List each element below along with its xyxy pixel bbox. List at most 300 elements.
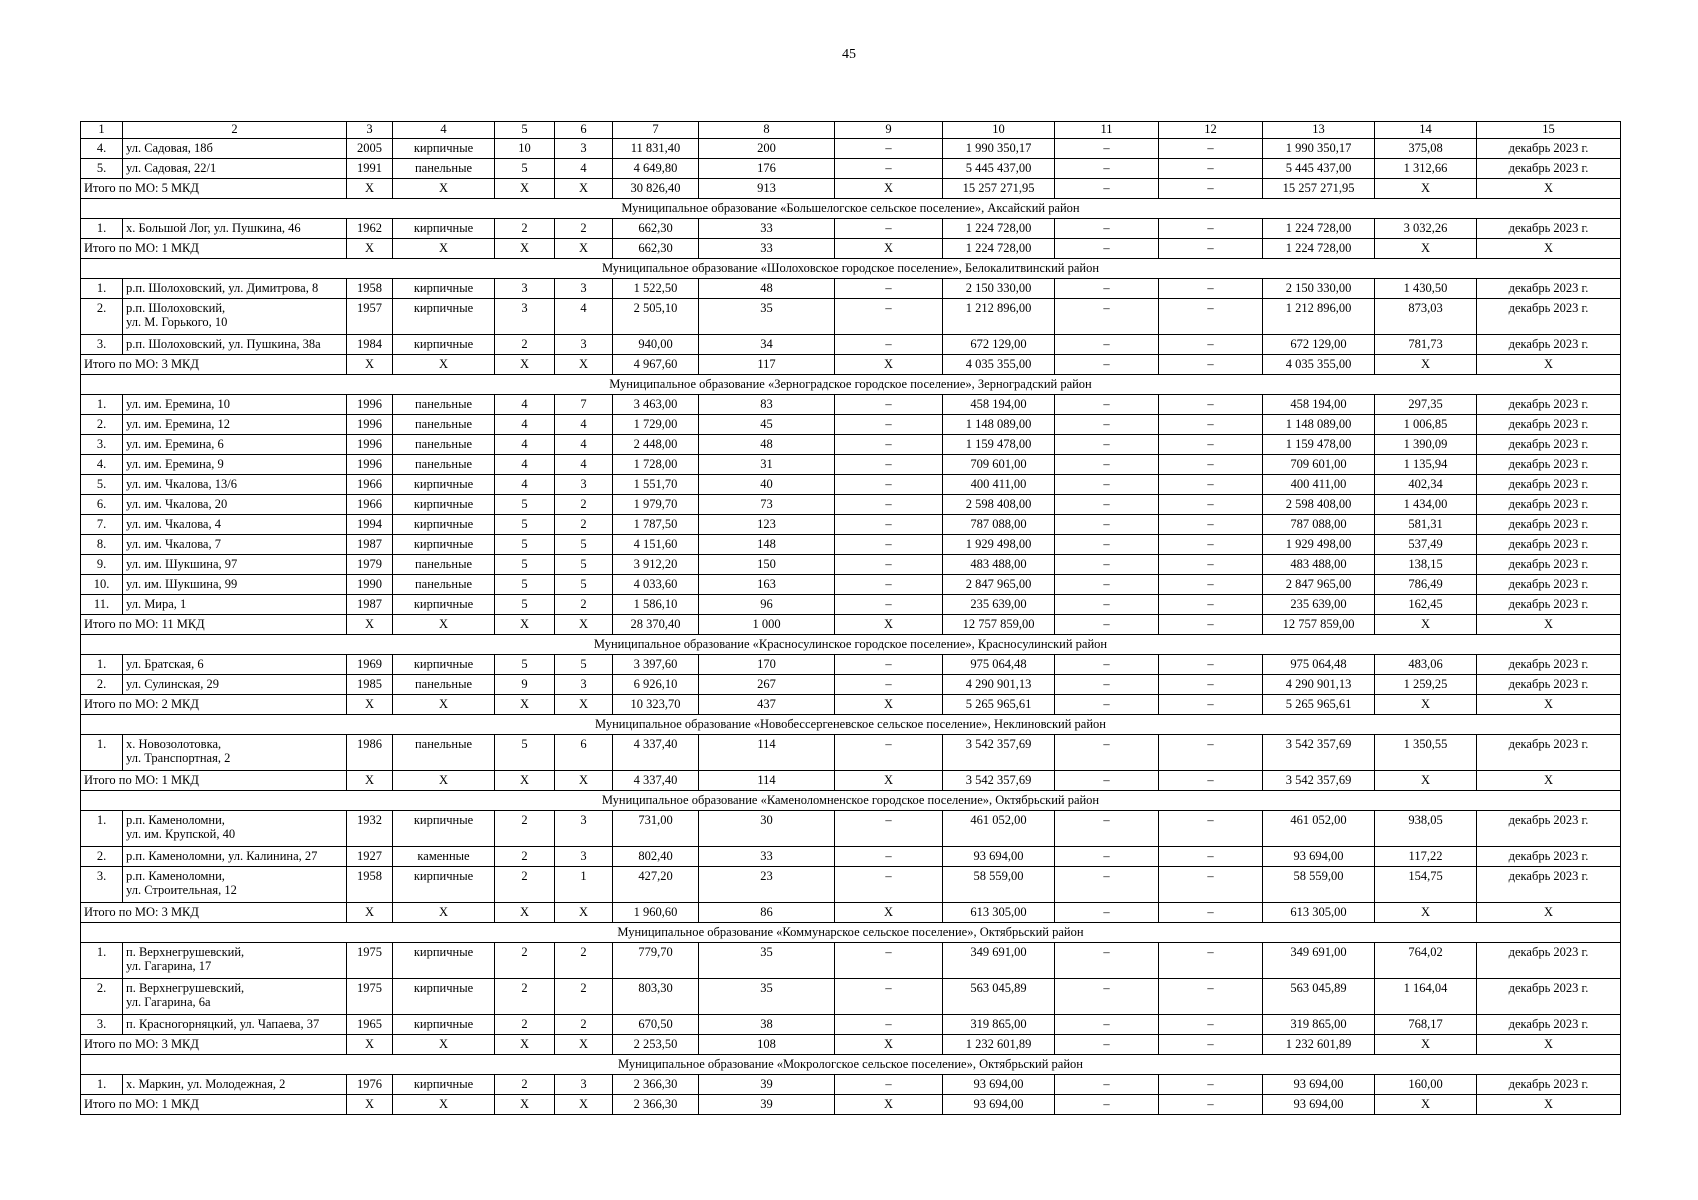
column-number-header: 13 xyxy=(1263,122,1375,139)
area-cell: 28 370,40 xyxy=(613,615,699,635)
col13-cell: 613 305,00 xyxy=(1263,903,1375,923)
table-row xyxy=(81,867,1621,903)
area-cell: 6 926,10 xyxy=(613,675,699,695)
residents-cell: 114 xyxy=(699,735,835,771)
residents-cell: 267 xyxy=(699,675,835,695)
wall-material-cell: X xyxy=(393,1035,495,1055)
unit-cost-cell: 117,22 xyxy=(1375,847,1477,867)
address-cell xyxy=(123,675,347,695)
floors-cell: 10 xyxy=(495,139,555,159)
table-row xyxy=(81,279,1621,299)
col11-cell: – xyxy=(1055,575,1159,595)
address-cell xyxy=(123,395,347,415)
entrances-cell: 5 xyxy=(555,555,613,575)
col13-cell: 319 865,00 xyxy=(1263,1015,1375,1035)
col11-cell: – xyxy=(1055,515,1159,535)
col9-cell: – xyxy=(835,811,943,847)
total-label: Итого по МО: 1 МКД xyxy=(81,771,347,791)
wall-material-cell: кирпичные xyxy=(393,535,495,555)
floors-cell: 2 xyxy=(495,811,555,847)
table-row xyxy=(81,299,1621,335)
wall-material-cell: кирпичные xyxy=(393,335,495,355)
unit-cost-cell: X xyxy=(1375,179,1477,199)
entrances-cell: 2 xyxy=(555,943,613,979)
address-cell xyxy=(123,299,347,335)
municipality-title: Муниципальное образование «Каменоломненское городское поселение», Октябрьский район xyxy=(81,791,1621,811)
address-cell xyxy=(123,335,347,355)
address-line: х. Маркин, ул. Молодежная, 2 xyxy=(126,1077,286,1091)
unit-cost-cell: 3 032,26 xyxy=(1375,219,1477,239)
deadline-cell: X xyxy=(1477,615,1621,635)
column-number-header: 7 xyxy=(613,122,699,139)
col13-cell: 563 045,89 xyxy=(1263,979,1375,1015)
floors-cell: 9 xyxy=(495,675,555,695)
col13-cell: 3 542 357,69 xyxy=(1263,771,1375,791)
row-number-cell: 8. xyxy=(81,535,123,555)
col11-cell: – xyxy=(1055,139,1159,159)
unit-cost-cell: 537,49 xyxy=(1375,535,1477,555)
floors-cell: X xyxy=(495,239,555,259)
deadline-cell: декабрь 2023 г. xyxy=(1477,535,1621,555)
deadline-cell: декабрь 2023 г. xyxy=(1477,1075,1621,1095)
row-number-cell: 1. xyxy=(81,655,123,675)
unit-cost-cell: 581,31 xyxy=(1375,515,1477,535)
col11-cell: – xyxy=(1055,1035,1159,1055)
address-cell xyxy=(123,435,347,455)
col11-cell: – xyxy=(1055,979,1159,1015)
build-year-cell: 1990 xyxy=(347,575,393,595)
build-year-cell: 1969 xyxy=(347,655,393,675)
col13-cell: 483 488,00 xyxy=(1263,555,1375,575)
area-cell: 30 826,40 xyxy=(613,179,699,199)
table-row xyxy=(81,139,1621,159)
unit-cost-cell: X xyxy=(1375,771,1477,791)
col13-cell: 5 265 965,61 xyxy=(1263,695,1375,715)
area-cell: 4 337,40 xyxy=(613,771,699,791)
col13-cell: 709 601,00 xyxy=(1263,455,1375,475)
floors-cell: X xyxy=(495,179,555,199)
deadline-cell: X xyxy=(1477,1035,1621,1055)
unit-cost-cell: 873,03 xyxy=(1375,299,1477,335)
floors-cell: X xyxy=(495,615,555,635)
deadline-cell: декабрь 2023 г. xyxy=(1477,279,1621,299)
row-number-cell: 1. xyxy=(81,219,123,239)
floors-cell: X xyxy=(495,771,555,791)
col9-cell: – xyxy=(835,219,943,239)
unit-cost-cell: X xyxy=(1375,1095,1477,1115)
area-cell: 1 729,00 xyxy=(613,415,699,435)
col12-cell: – xyxy=(1159,355,1263,375)
total-cost-cell: 1 148 089,00 xyxy=(943,415,1055,435)
entrances-cell: 3 xyxy=(555,335,613,355)
residents-cell: 33 xyxy=(699,239,835,259)
address-line: р.п. Шолоховский, ул. Димитрова, 8 xyxy=(126,281,319,295)
col13-cell: 787 088,00 xyxy=(1263,515,1375,535)
col9-cell: – xyxy=(835,395,943,415)
wall-material-cell: панельные xyxy=(393,415,495,435)
total-cost-cell: 4 290 901,13 xyxy=(943,675,1055,695)
floors-cell: X xyxy=(495,903,555,923)
address-cell xyxy=(123,575,347,595)
build-year-cell: 1958 xyxy=(347,867,393,903)
deadline-cell: X xyxy=(1477,771,1621,791)
residents-cell: 73 xyxy=(699,495,835,515)
col9-cell: – xyxy=(835,675,943,695)
build-year-cell: 1927 xyxy=(347,847,393,867)
deadline-cell: декабрь 2023 г. xyxy=(1477,655,1621,675)
build-year-cell: 1996 xyxy=(347,455,393,475)
build-year-cell: 1996 xyxy=(347,415,393,435)
entrances-cell: 5 xyxy=(555,575,613,595)
address-cell xyxy=(123,415,347,435)
col12-cell: – xyxy=(1159,515,1263,535)
unit-cost-cell: 1 259,25 xyxy=(1375,675,1477,695)
total-cost-cell: 461 052,00 xyxy=(943,811,1055,847)
total-row xyxy=(81,771,1621,791)
address-cell xyxy=(123,943,347,979)
unit-cost-cell: X xyxy=(1375,1035,1477,1055)
entrances-cell: 3 xyxy=(555,811,613,847)
residents-cell: 200 xyxy=(699,139,835,159)
entrances-cell: 3 xyxy=(555,1075,613,1095)
table-row xyxy=(81,455,1621,475)
floors-cell: 4 xyxy=(495,435,555,455)
col9-cell: X xyxy=(835,695,943,715)
floors-cell: 2 xyxy=(495,335,555,355)
unit-cost-cell: 1 350,55 xyxy=(1375,735,1477,771)
wall-material-cell: кирпичные xyxy=(393,595,495,615)
unit-cost-cell: 1 430,50 xyxy=(1375,279,1477,299)
floors-cell: 2 xyxy=(495,979,555,1015)
area-cell: 1 551,70 xyxy=(613,475,699,495)
deadline-cell: декабрь 2023 г. xyxy=(1477,979,1621,1015)
row-number-cell: 4. xyxy=(81,455,123,475)
unit-cost-cell: X xyxy=(1375,355,1477,375)
unit-cost-cell: 764,02 xyxy=(1375,943,1477,979)
build-year-cell: 1994 xyxy=(347,515,393,535)
unit-cost-cell: 786,49 xyxy=(1375,575,1477,595)
col13-cell: 2 847 965,00 xyxy=(1263,575,1375,595)
residents-cell: 150 xyxy=(699,555,835,575)
unit-cost-cell: 1 006,85 xyxy=(1375,415,1477,435)
address-cell xyxy=(123,655,347,675)
area-cell: 1 979,70 xyxy=(613,495,699,515)
deadline-cell: декабрь 2023 г. xyxy=(1477,735,1621,771)
total-cost-cell: 1 990 350,17 xyxy=(943,139,1055,159)
residents-cell: 35 xyxy=(699,299,835,335)
entrances-cell: 3 xyxy=(555,279,613,299)
address-line: х. Большой Лог, ул. Пушкина, 46 xyxy=(126,221,301,235)
col12-cell: – xyxy=(1159,1095,1263,1115)
wall-material-cell: X xyxy=(393,615,495,635)
col12-cell: – xyxy=(1159,159,1263,179)
residents-cell: 123 xyxy=(699,515,835,535)
residents-cell: 176 xyxy=(699,159,835,179)
wall-material-cell: кирпичные xyxy=(393,655,495,675)
unit-cost-cell: 297,35 xyxy=(1375,395,1477,415)
entrances-cell: 2 xyxy=(555,515,613,535)
residents-cell: 48 xyxy=(699,435,835,455)
entrances-cell: 5 xyxy=(555,655,613,675)
residents-cell: 163 xyxy=(699,575,835,595)
entrances-cell: 4 xyxy=(555,299,613,335)
floors-cell: 3 xyxy=(495,299,555,335)
row-number-cell: 3. xyxy=(81,435,123,455)
municipality-title: Муниципальное образование «Шолоховское городское поселение», Белокалитвинский район xyxy=(81,259,1621,279)
residents-cell: 39 xyxy=(699,1075,835,1095)
wall-material-cell: панельные xyxy=(393,555,495,575)
unit-cost-cell: 1 164,04 xyxy=(1375,979,1477,1015)
col13-cell: 1 212 896,00 xyxy=(1263,299,1375,335)
build-year-cell: 1957 xyxy=(347,299,393,335)
wall-material-cell: X xyxy=(393,1095,495,1115)
entrances-cell: 1 xyxy=(555,867,613,903)
address-line: ул. М. Горького, 10 xyxy=(126,315,228,329)
residents-cell: 437 xyxy=(699,695,835,715)
address-cell xyxy=(123,735,347,771)
floors-cell: 5 xyxy=(495,575,555,595)
residents-cell: 31 xyxy=(699,455,835,475)
area-cell: 1 728,00 xyxy=(613,455,699,475)
area-cell: 4 337,40 xyxy=(613,735,699,771)
area-cell: 662,30 xyxy=(613,239,699,259)
col9-cell: – xyxy=(835,595,943,615)
wall-material-cell: кирпичные xyxy=(393,495,495,515)
build-year-cell: 1958 xyxy=(347,279,393,299)
col9-cell: – xyxy=(835,867,943,903)
area-cell: 10 323,70 xyxy=(613,695,699,715)
column-number-header: 3 xyxy=(347,122,393,139)
unit-cost-cell: 375,08 xyxy=(1375,139,1477,159)
floors-cell: 5 xyxy=(495,515,555,535)
row-number-cell: 10. xyxy=(81,575,123,595)
address-line: п. Верхнегрушевский, xyxy=(126,945,245,959)
unit-cost-cell: 162,45 xyxy=(1375,595,1477,615)
total-label: Итого по МО: 1 МКД xyxy=(81,239,347,259)
col12-cell: – xyxy=(1159,435,1263,455)
total-label: Итого по МО: 2 МКД xyxy=(81,695,347,715)
entrances-cell: 4 xyxy=(555,159,613,179)
unit-cost-cell: 402,34 xyxy=(1375,475,1477,495)
area-cell: 803,30 xyxy=(613,979,699,1015)
col12-cell: – xyxy=(1159,1075,1263,1095)
unit-cost-cell: 138,15 xyxy=(1375,555,1477,575)
wall-material-cell: кирпичные xyxy=(393,515,495,535)
housing-register-table xyxy=(80,121,1621,1115)
wall-material-cell: кирпичные xyxy=(393,979,495,1015)
col9-cell: – xyxy=(835,495,943,515)
col11-cell: – xyxy=(1055,555,1159,575)
entrances-cell: 2 xyxy=(555,219,613,239)
floors-cell: 2 xyxy=(495,1015,555,1035)
col9-cell: – xyxy=(835,535,943,555)
municipality-header-row xyxy=(81,375,1621,395)
wall-material-cell: кирпичные xyxy=(393,299,495,335)
deadline-cell: декабрь 2023 г. xyxy=(1477,575,1621,595)
floors-cell: 4 xyxy=(495,415,555,435)
col12-cell: – xyxy=(1159,535,1263,555)
floors-cell: 2 xyxy=(495,847,555,867)
address-line: ул. Транспортная, 2 xyxy=(126,751,231,765)
col11-cell: – xyxy=(1055,903,1159,923)
entrances-cell: 3 xyxy=(555,139,613,159)
table-row xyxy=(81,847,1621,867)
build-year-cell: X xyxy=(347,903,393,923)
municipality-header-row xyxy=(81,1055,1621,1075)
deadline-cell: декабрь 2023 г. xyxy=(1477,455,1621,475)
total-cost-cell: 349 691,00 xyxy=(943,943,1055,979)
build-year-cell: 1932 xyxy=(347,811,393,847)
municipality-header-row xyxy=(81,791,1621,811)
deadline-cell: декабрь 2023 г. xyxy=(1477,675,1621,695)
area-cell: 670,50 xyxy=(613,1015,699,1035)
row-number-cell: 4. xyxy=(81,139,123,159)
row-number-cell: 2. xyxy=(81,675,123,695)
address-cell xyxy=(123,159,347,179)
area-cell: 1 960,60 xyxy=(613,903,699,923)
column-number-header: 1 xyxy=(81,122,123,139)
total-cost-cell: 483 488,00 xyxy=(943,555,1055,575)
table-row xyxy=(81,159,1621,179)
unit-cost-cell: X xyxy=(1375,903,1477,923)
floors-cell: 5 xyxy=(495,555,555,575)
municipality-title: Муниципальное образование «Красносулинское городское поселение», Красносулинский район xyxy=(81,635,1621,655)
residents-cell: 148 xyxy=(699,535,835,555)
build-year-cell: 1984 xyxy=(347,335,393,355)
address-line: ул. Гагарина, 17 xyxy=(126,959,212,973)
col11-cell: – xyxy=(1055,811,1159,847)
total-cost-cell: 672 129,00 xyxy=(943,335,1055,355)
table-row xyxy=(81,735,1621,771)
deadline-cell: X xyxy=(1477,355,1621,375)
column-number-header: 5 xyxy=(495,122,555,139)
residents-cell: 45 xyxy=(699,415,835,435)
total-cost-cell: 93 694,00 xyxy=(943,847,1055,867)
col12-cell: – xyxy=(1159,415,1263,435)
address-line: ул. им. Чкалова, 7 xyxy=(126,537,221,551)
column-number-header: 9 xyxy=(835,122,943,139)
col12-cell: – xyxy=(1159,279,1263,299)
col11-cell: – xyxy=(1055,219,1159,239)
col12-cell: – xyxy=(1159,495,1263,515)
col12-cell: – xyxy=(1159,979,1263,1015)
deadline-cell: декабрь 2023 г. xyxy=(1477,299,1621,335)
residents-cell: 39 xyxy=(699,1095,835,1115)
col9-cell: – xyxy=(835,555,943,575)
wall-material-cell: кирпичные xyxy=(393,811,495,847)
total-cost-cell: 12 757 859,00 xyxy=(943,615,1055,635)
col11-cell: – xyxy=(1055,355,1159,375)
table-row xyxy=(81,1075,1621,1095)
col12-cell: – xyxy=(1159,615,1263,635)
col11-cell: – xyxy=(1055,675,1159,695)
deadline-cell: декабрь 2023 г. xyxy=(1477,475,1621,495)
col13-cell: 93 694,00 xyxy=(1263,847,1375,867)
build-year-cell: X xyxy=(347,355,393,375)
area-cell: 1 787,50 xyxy=(613,515,699,535)
col11-cell: – xyxy=(1055,943,1159,979)
address-line: ул. им. Шукшина, 99 xyxy=(126,577,238,591)
table-row xyxy=(81,335,1621,355)
build-year-cell: 1976 xyxy=(347,1075,393,1095)
residents-cell: 96 xyxy=(699,595,835,615)
col11-cell: – xyxy=(1055,299,1159,335)
column-number-header: 12 xyxy=(1159,122,1263,139)
address-cell xyxy=(123,1015,347,1035)
residents-cell: 33 xyxy=(699,219,835,239)
floors-cell: 2 xyxy=(495,219,555,239)
row-number-cell: 1. xyxy=(81,279,123,299)
wall-material-cell: кирпичные xyxy=(393,475,495,495)
area-cell: 427,20 xyxy=(613,867,699,903)
entrances-cell: X xyxy=(555,695,613,715)
col11-cell: – xyxy=(1055,239,1159,259)
wall-material-cell: X xyxy=(393,355,495,375)
floors-cell: X xyxy=(495,355,555,375)
col13-cell: 2 598 408,00 xyxy=(1263,495,1375,515)
total-label: Итого по МО: 3 МКД xyxy=(81,903,347,923)
residents-cell: 48 xyxy=(699,279,835,299)
address-line: ул. им. Еремина, 10 xyxy=(126,397,231,411)
build-year-cell: X xyxy=(347,239,393,259)
table-row xyxy=(81,495,1621,515)
area-cell: 2 253,50 xyxy=(613,1035,699,1055)
address-line: ул. Мира, 1 xyxy=(126,597,187,611)
entrances-cell: X xyxy=(555,771,613,791)
address-line: ул. им. Чкалова, 13/6 xyxy=(126,477,237,491)
total-cost-cell: 400 411,00 xyxy=(943,475,1055,495)
col9-cell: X xyxy=(835,1095,943,1115)
municipality-title: Муниципальное образование «Коммунарское сельское поселение», Октябрьский район xyxy=(81,923,1621,943)
total-label: Итого по МО: 5 МКД xyxy=(81,179,347,199)
col11-cell: – xyxy=(1055,735,1159,771)
residents-cell: 40 xyxy=(699,475,835,495)
build-year-cell: 1996 xyxy=(347,395,393,415)
unit-cost-cell: 1 312,66 xyxy=(1375,159,1477,179)
residents-cell: 108 xyxy=(699,1035,835,1055)
entrances-cell: 2 xyxy=(555,595,613,615)
unit-cost-cell: X xyxy=(1375,695,1477,715)
table-row xyxy=(81,943,1621,979)
table-row xyxy=(81,811,1621,847)
build-year-cell: 1962 xyxy=(347,219,393,239)
address-line: ул. им. Еремина, 6 xyxy=(126,437,224,451)
municipality-title: Муниципальное образование «Новобессергеневское сельское поселение», Неклиновский район xyxy=(81,715,1621,735)
floors-cell: 5 xyxy=(495,535,555,555)
municipality-header-row xyxy=(81,715,1621,735)
deadline-cell: декабрь 2023 г. xyxy=(1477,395,1621,415)
residents-cell: 38 xyxy=(699,1015,835,1035)
total-cost-cell: 1 232 601,89 xyxy=(943,1035,1055,1055)
residents-cell: 117 xyxy=(699,355,835,375)
address-line: р.п. Каменоломни, xyxy=(126,813,225,827)
build-year-cell: 1975 xyxy=(347,979,393,1015)
total-cost-cell: 93 694,00 xyxy=(943,1095,1055,1115)
area-cell: 4 151,60 xyxy=(613,535,699,555)
municipality-title: Муниципальное образование «Мокрологское сельское поселение», Октябрьский район xyxy=(81,1055,1621,1075)
residents-cell: 86 xyxy=(699,903,835,923)
col13-cell: 1 232 601,89 xyxy=(1263,1035,1375,1055)
residents-cell: 35 xyxy=(699,943,835,979)
column-number-header: 14 xyxy=(1375,122,1477,139)
total-cost-cell: 975 064,48 xyxy=(943,655,1055,675)
unit-cost-cell: 154,75 xyxy=(1375,867,1477,903)
address-cell xyxy=(123,279,347,299)
wall-material-cell: каменные xyxy=(393,847,495,867)
col9-cell: – xyxy=(835,655,943,675)
wall-material-cell: кирпичные xyxy=(393,139,495,159)
row-number-cell: 5. xyxy=(81,475,123,495)
